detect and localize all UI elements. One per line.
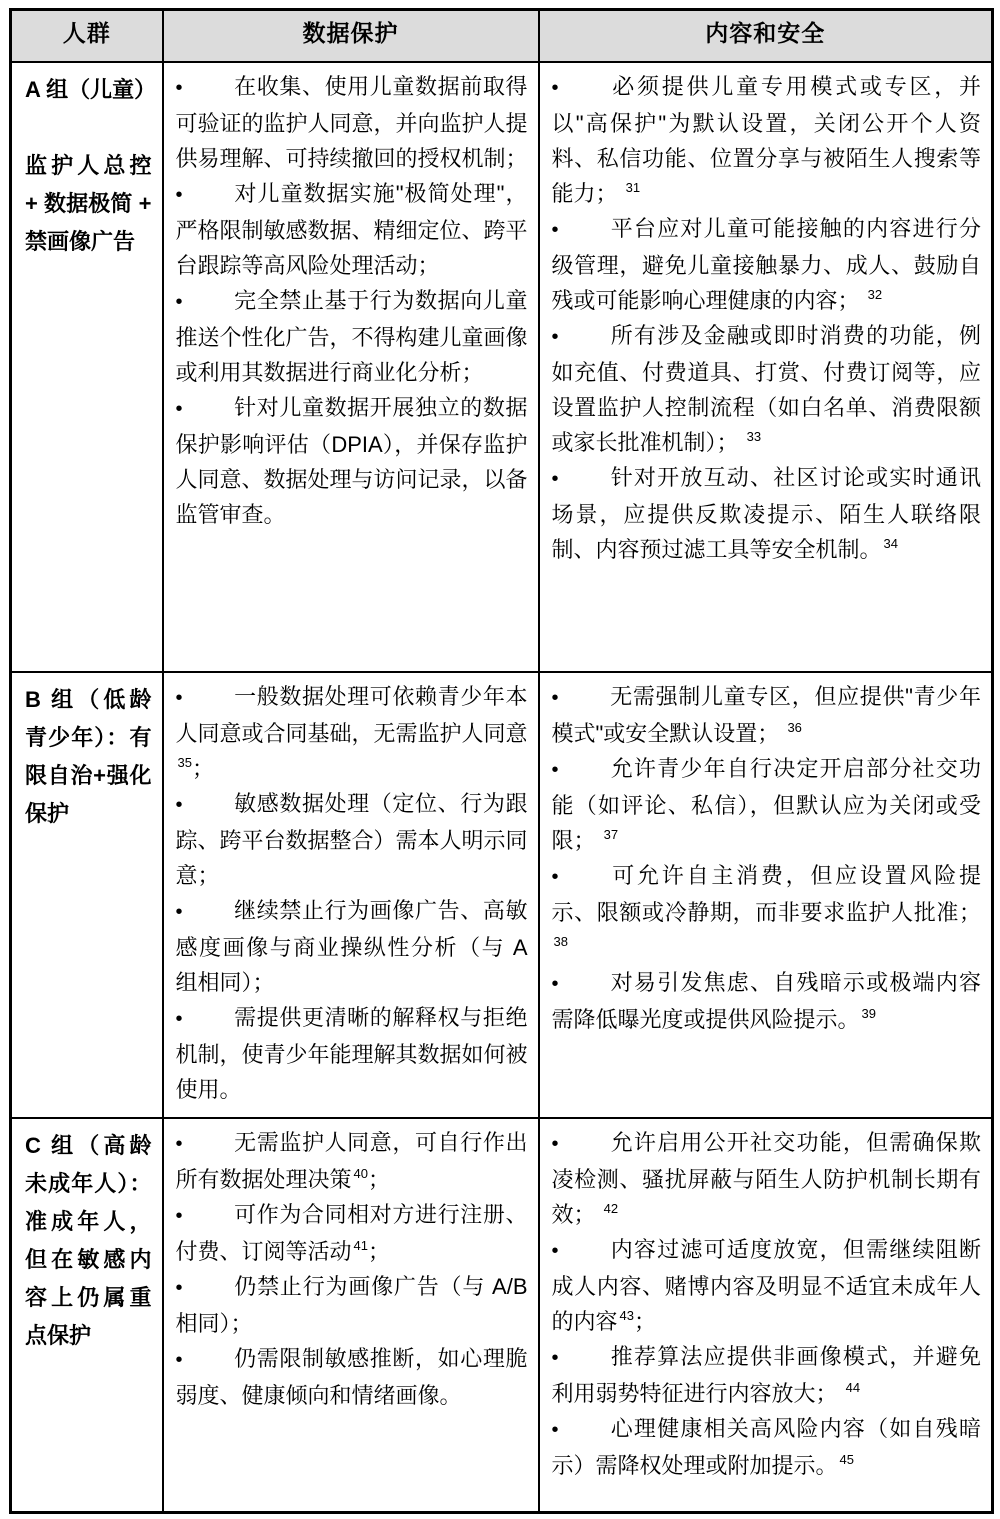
footnote-reference: 40 bbox=[353, 1166, 368, 1182]
footnote-reference: 37 bbox=[603, 827, 619, 843]
bullet-icon: • bbox=[551, 76, 559, 99]
bullet-icon: • bbox=[551, 1418, 559, 1441]
bullet-icon: • bbox=[551, 1132, 559, 1155]
footnote-reference: 39 bbox=[861, 1006, 876, 1022]
data-protection-cell bbox=[163, 1118, 539, 1513]
group-label-line: B 组（低龄青少年）：有限自治+强化保护 bbox=[25, 686, 152, 826]
bullet-item: • 完全禁止基于行为数据向儿童推送个性化广告，不得构建儿童画像或利用其数据进行商业化分析； bbox=[176, 283, 528, 390]
bullet-item: • 平台应对儿童可能接触的内容进行分级管理，避免儿童接触暴力、成人、鼓励自残或可能影响心理健康的内容； $^{32}$ bbox=[552, 211, 982, 318]
group-label-line: 监护人总控 + 数据极简 + 禁画像广告 bbox=[25, 152, 152, 254]
bullet-item: • 对易引发焦虑、自残暗示或极端内容需降低曝光度或提供风险提示。 $^{39}$ bbox=[552, 965, 982, 1037]
header-row bbox=[11, 10, 993, 62]
bullet-item: • 在收集、使用儿童数据前取得可验证的监护人同意，并向监护人提供易理解、可持续撤回的授权机制； bbox=[176, 69, 528, 176]
data-protection-cell bbox=[163, 672, 539, 1118]
bullet-item: • 敏感数据处理（定位、行为跟踪、跨平台数据整合）需本人明示同意； bbox=[176, 786, 528, 893]
bullet-item: • 对儿童数据实施"极简处理"，严格限制敏感数据、精细定位、跨平台跟踪等高风险处理活动； bbox=[176, 176, 528, 283]
bullet-icon: • bbox=[175, 686, 183, 709]
footnote-reference: 41 bbox=[353, 1238, 368, 1254]
bullet-icon: • bbox=[175, 290, 183, 313]
table-header bbox=[11, 10, 993, 62]
bullet-icon: • bbox=[551, 758, 559, 781]
table-row-group-b bbox=[11, 672, 993, 1118]
content-safety-cell bbox=[539, 672, 993, 1118]
bullet-item: • 可允许自主消费，但应设置风险提示、限额或冷静期，而非要求监护人批准； $^{38}$ bbox=[552, 858, 982, 965]
table-row-group-c bbox=[11, 1118, 993, 1513]
bullet-item: • 允许启用公开社交功能，但需确保欺凌检测、骚扰屏蔽与陌生人防护机制长期有效； $^{42}$ bbox=[552, 1125, 982, 1232]
minor-protection-policy-table bbox=[9, 8, 994, 1514]
bullet-icon: • bbox=[175, 900, 183, 923]
bullet-item: • 一般数据处理可依赖青少年本人同意或合同基础，无需监护人同意$^{35}$； bbox=[176, 679, 528, 786]
bullet-icon: • bbox=[551, 1346, 559, 1369]
bullet-icon: • bbox=[175, 1348, 183, 1371]
bullet-icon: • bbox=[551, 218, 559, 241]
bullet-item: • 无需强制儿童专区，但应提供"青少年模式"或安全默认设置； $^{36}$ bbox=[552, 679, 982, 751]
bullet-item: • 需提供更清晰的解释权与拒绝机制，使青少年能理解其数据如何被使用。 bbox=[176, 1000, 528, 1107]
footnote-reference: 32 bbox=[867, 287, 883, 303]
header-cell-content-safety: 内容和安全 bbox=[539, 10, 993, 62]
data-protection-cell bbox=[163, 62, 539, 672]
bullet-icon: • bbox=[175, 1276, 183, 1299]
bullet-icon: • bbox=[175, 793, 183, 816]
footnote-reference: 35 bbox=[177, 755, 192, 771]
bullet-item: • 推荐算法应提供非画像模式，并避免利用弱势特征进行内容放大； $^{44}$ bbox=[552, 1339, 982, 1411]
footnote-reference: 42 bbox=[603, 1201, 619, 1217]
bullet-icon: • bbox=[175, 397, 183, 420]
bullet-icon: • bbox=[175, 1007, 183, 1030]
bullet-item: • 针对开放互动、社区讨论或实时通讯场景，应提供反欺凌提示、陌生人联络限制、内容预过滤工具等安全机制。 $^{34}$ bbox=[552, 460, 982, 567]
group-cell bbox=[11, 1118, 163, 1513]
bullet-icon: • bbox=[551, 467, 559, 490]
bullet-item: • 可作为合同相对方进行注册、付费、订阅等活动 $^{41}$； bbox=[176, 1197, 528, 1269]
footnote-reference: 43 bbox=[619, 1308, 634, 1324]
bullet-icon: • bbox=[551, 1239, 559, 1262]
header-cell-data-protection: 数据保护 bbox=[163, 10, 539, 62]
bullet-item: • 仍需限制敏感推断，如心理脆弱度、健康倾向和情绪画像。 bbox=[176, 1341, 528, 1413]
group-label-line bbox=[25, 109, 152, 147]
group-cell bbox=[11, 62, 163, 672]
footnote-reference: 34 bbox=[883, 536, 898, 552]
bullet-icon: • bbox=[175, 76, 183, 99]
footnote-reference: 36 bbox=[787, 720, 802, 736]
group-label-line: A 组（儿童） bbox=[25, 76, 157, 102]
bullet-item: • 仍禁止行为画像广告（与 A/B 相同）； bbox=[176, 1269, 528, 1341]
footnote-reference: 44 bbox=[845, 1380, 861, 1396]
footnote-reference: 45 bbox=[839, 1452, 854, 1468]
footnote-reference: 38 bbox=[553, 934, 568, 950]
bullet-icon: • bbox=[175, 1132, 183, 1155]
bullet-icon: • bbox=[175, 1204, 183, 1227]
bullet-item: • 继续禁止行为画像广告、高敏感度画像与商业操纵性分析（与 A 组相同）； bbox=[176, 893, 528, 1000]
table-row-group-a bbox=[11, 62, 993, 672]
header-cell-group: 人群 bbox=[11, 10, 163, 62]
bullet-icon: • bbox=[551, 865, 559, 888]
footnote-reference: 31 bbox=[625, 180, 641, 196]
bullet-icon: • bbox=[551, 972, 559, 995]
bullet-item: • 心理健康相关高风险内容（如自残暗示）需降权处理或附加提示。 $^{45}$ bbox=[552, 1411, 982, 1483]
bullet-item: • 无需监护人同意，可自行作出所有数据处理决策 $^{40}$； bbox=[176, 1125, 528, 1197]
group-cell bbox=[11, 672, 163, 1118]
bullet-item: • 针对儿童数据开展独立的数据保护影响评估（DPIA），并保存监护人同意、数据处理与访问记录，以备监管审查。 bbox=[176, 390, 528, 532]
group-label-line: C 组（高龄未成年人）：准成年人，但在敏感内容上仍属重点保护 bbox=[25, 1132, 152, 1348]
content-safety-cell bbox=[539, 62, 993, 672]
content-safety-cell bbox=[539, 1118, 993, 1513]
bullet-item: • 必须提供儿童专用模式或专区，并以"高保护"为默认设置，关闭公开个人资料、私信功能、位置分享与被陌生人搜索等能力； $^{31}$ bbox=[552, 69, 982, 211]
footnote-reference: 33 bbox=[746, 429, 762, 445]
bullet-icon: • bbox=[551, 325, 559, 348]
bullet-item: • 允许青少年自行决定开启部分社交功能（如评论、私信），但默认应为关闭或受限； $^{37}$ bbox=[552, 751, 982, 858]
bullet-item: • 所有涉及金融或即时消费的功能，例如充值、付费道具、打赏、付费订阅等，应设置监护人控制流程（如白名单、消费限额或家长批准机制）； $^{33}$ bbox=[552, 318, 982, 460]
bullet-icon: • bbox=[175, 183, 183, 206]
bullet-item: • 内容过滤可适度放宽，但需继续阻断成人内容、赌博内容及明显不适宜未成年人的内容 $^{43}$； bbox=[552, 1232, 982, 1339]
table-body bbox=[11, 62, 993, 1513]
bullet-icon: • bbox=[551, 686, 559, 709]
